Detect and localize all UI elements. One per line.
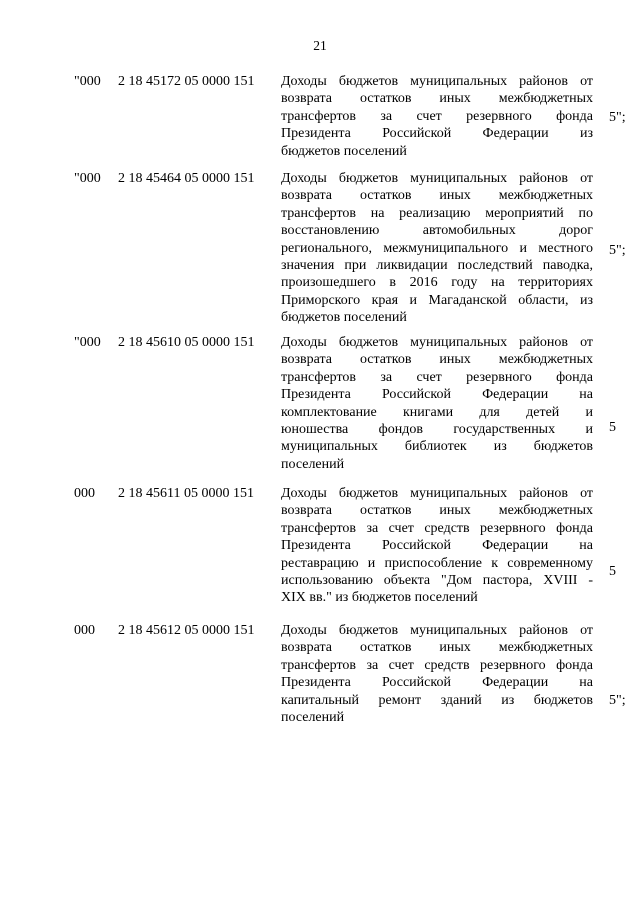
admin-code: 000 <box>74 486 95 501</box>
description-line: трансфертов на реализацию мероприятий по <box>281 205 593 221</box>
description-line: значения при ликвидации последствий паводка, <box>281 258 593 274</box>
table-row <box>0 73 640 159</box>
description-line: Президента Российской Федерации из <box>281 126 593 142</box>
amount-value: 5"; <box>609 693 626 708</box>
description-line: возврата остатков иных межбюджетных <box>281 640 593 656</box>
description-line: Приморского края и Магаданской области, из <box>281 292 593 308</box>
budget-classification-code: 2 18 45610 05 0000 151 <box>118 335 255 350</box>
description-line: возврата остатков иных межбюджетных <box>281 503 593 519</box>
description-line: реставрацию и приспособление к современному <box>281 555 593 571</box>
description-line: юношества фондов государственных и <box>281 422 593 438</box>
description-line: XIX вв." из бюджетов поселений <box>281 590 478 606</box>
description-line: трансфертов за счет резервного фонда <box>281 369 593 385</box>
admin-code: "000 <box>74 335 101 350</box>
description-line: бюджетов поселений <box>281 310 407 326</box>
amount-value: 5"; <box>609 110 626 125</box>
description-line: восстановлению автомобильных дорог <box>281 223 593 239</box>
description-line: комплектование книгами для детей и <box>281 404 593 420</box>
description-line: Доходы бюджетов муниципальных районов от <box>281 74 593 89</box>
description-line: трансфертов за счет средств резервного фонда <box>281 520 593 536</box>
description-line: возврата остатков иных межбюджетных <box>281 352 593 368</box>
description-line: трансфертов за счет средств резервного фонда <box>281 657 593 673</box>
description-line: Президента Российской Федерации на <box>281 538 593 554</box>
amount-value: 5 <box>609 420 616 435</box>
description-line: поселений <box>281 710 345 726</box>
page-number: 21 <box>313 38 327 53</box>
description-line: Доходы бюджетов муниципальных районов от <box>281 623 593 638</box>
description-line: поселений <box>281 456 345 472</box>
income-description <box>281 170 593 327</box>
amount-value: 5"; <box>609 243 626 258</box>
description-line: трансфертов за счет резервного фонда <box>281 108 593 124</box>
description-line: бюджетов поселений <box>281 143 407 159</box>
description-line: возврата остатков иных межбюджетных <box>281 91 593 107</box>
description-line: Доходы бюджетов муниципальных районов от <box>281 171 593 186</box>
admin-code: "000 <box>74 74 101 89</box>
description-line: Доходы бюджетов муниципальных районов от <box>281 335 593 350</box>
budget-classification-code: 2 18 45464 05 0000 151 <box>118 171 255 186</box>
budget-classification-code: 2 18 45611 05 0000 151 <box>118 486 254 501</box>
amount-value: 5 <box>609 564 616 579</box>
income-description <box>281 622 593 726</box>
description-line: капитальный ремонт зданий из бюджетов <box>281 692 593 708</box>
description-line: Президента Российской Федерации на <box>281 387 593 403</box>
admin-code: "000 <box>74 171 101 186</box>
description-line: регионального, межмуниципального и местного <box>281 240 593 256</box>
description-line: произошедшего в 2016 году на территориях <box>281 275 593 291</box>
table-row <box>0 334 640 472</box>
table-row <box>0 622 640 726</box>
budget-classification-code: 2 18 45612 05 0000 151 <box>118 623 255 638</box>
table-row <box>0 485 640 606</box>
description-line: муниципальных библиотек из бюджетов <box>281 439 593 455</box>
income-description <box>281 485 593 607</box>
income-description <box>281 73 593 160</box>
income-description <box>281 334 593 473</box>
budget-classification-code: 2 18 45172 05 0000 151 <box>118 74 255 89</box>
description-line: Доходы бюджетов муниципальных районов от <box>281 486 593 501</box>
description-line: Президента Российской Федерации на <box>281 675 593 691</box>
table-row <box>0 170 640 326</box>
description-line: использованию объекта "Дом пастора, XVIII - <box>281 573 593 589</box>
admin-code: 000 <box>74 623 95 638</box>
description-line: возврата остатков иных межбюджетных <box>281 188 593 204</box>
